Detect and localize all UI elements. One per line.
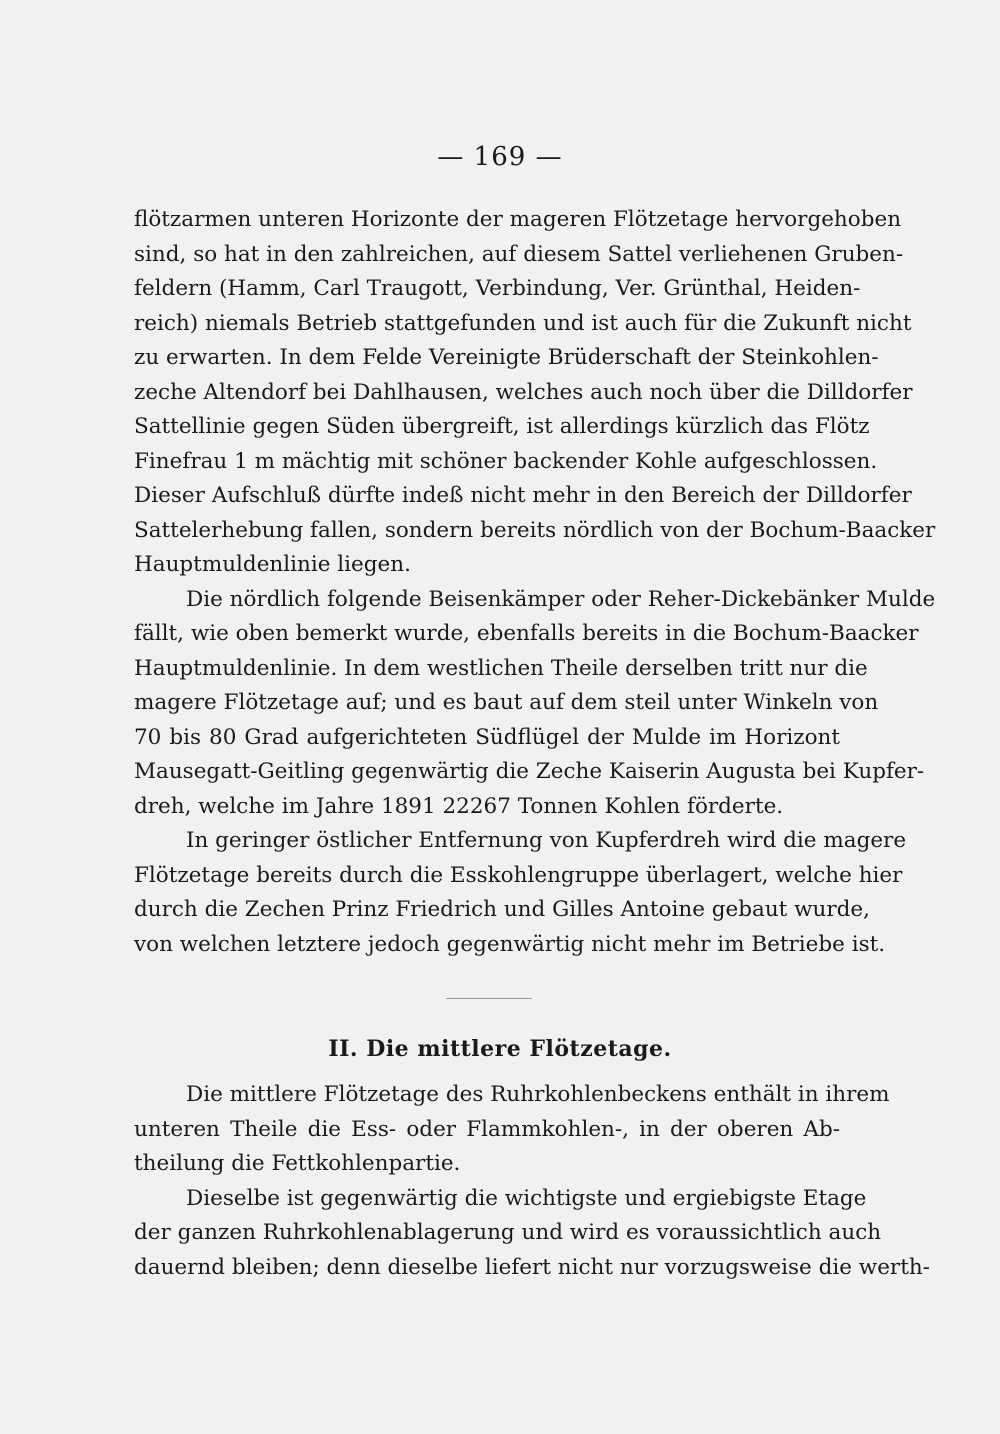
text-line: Hauptmuldenlinie liegen. [134,552,411,577]
text-line: sind, so hat in den zahlreichen, auf diesem Sattel verliehenen Gruben- [134,241,904,267]
text-line: Die nördlich folgende Beisenkämper oder Reher-Dickebänker Mulde [186,586,936,612]
text-line: In geringer östlicher Entfernung von Kupferdreh wird die magere [186,828,907,853]
text-line: Hauptmuldenlinie. In dem westlichen Theile derselben tritt nur die [134,655,868,681]
text-line: Sattelerhebung fallen, sondern bereits nördlich von der Bochum-Baacker [134,517,936,543]
text-line: reich) niemals Betrieb stattgefunden und ist auch für die Zukunft nicht [134,310,912,336]
body-text-upper [134,203,936,962]
text-line: Dieser Aufschluß dürfte indeß nicht mehr in den Bereich der Dilldorfer [134,483,912,508]
text-line: magere Flötzetage auf; und es baut auf dem steil unter Winkeln von [134,690,879,715]
text-line: dauernd bleiben; denn dieselbe liefert nicht nur vorzugsweise die werth- [134,1254,930,1280]
text-line: durch die Zechen Prinz Friedrich und Gilles Antoine gebaut wurde, [134,897,870,922]
text-line: Dieselbe ist gegenwärtig die wichtigste und ergiebigste Etage [186,1185,867,1211]
text-line: von welchen letztere jedoch gegenwärtig nicht mehr im Betriebe ist. [134,931,886,957]
text-line: fällt, wie oben bemerkt wurde, ebenfalls bereits in die Bochum-Baacker [134,621,919,646]
text-line: dreh, welche im Jahre 1891 22267 Tonnen Kohlen förderte. [134,793,784,819]
text-line: feldern (Hamm, Carl Traugott, Verbindung, Ver. Grünthal, Heiden- [134,276,861,301]
text-line: flötzarmen unteren Horizonte der mageren Flötzetage hervorgehoben [134,207,902,232]
text-line: unteren Theile die Ess- oder Flammkohlen-, in der oberen Ab- [134,1116,840,1142]
page-number: — 169 — [437,142,563,172]
text-line: Finefrau 1 m mächtig mit schöner backender Kohle aufgeschlossen. [134,448,878,474]
text-line: Mausegatt-Geitling gegenwärtig die Zeche Kaiserin Augusta bei Kupfer- [134,759,925,784]
text-line: zeche Altendorf bei Dahlhausen, welches auch noch über die Dilldorfer [134,379,913,405]
text-line: zu erwarten. In dem Felde Vereinigte Brüderschaft der Steinkohlen- [134,345,879,370]
section-divider [446,998,532,999]
text-line: Sattellinie gegen Süden übergreift, ist allerdings kürzlich das Flötz [134,414,870,439]
text-line: Die mittlere Flötzetage des Ruhrkohlenbeckens enthält in ihrem [186,1082,890,1107]
text-line: der ganzen Ruhrkohlenablagerung und wird es voraussichtlich auch [134,1220,882,1245]
text-line: Flötzetage bereits durch die Esskohlengruppe überlagert, welche hier [134,862,903,888]
section-heading: II. Die mittlere Flötzetage. [328,1036,672,1062]
text-line: 70 bis 80 Grad aufgerichteten Südflügel der Mulde im Horizont [134,724,840,750]
text-line: theilung die Fettkohlenpartie. [134,1151,461,1176]
body-text-lower [134,1078,930,1285]
